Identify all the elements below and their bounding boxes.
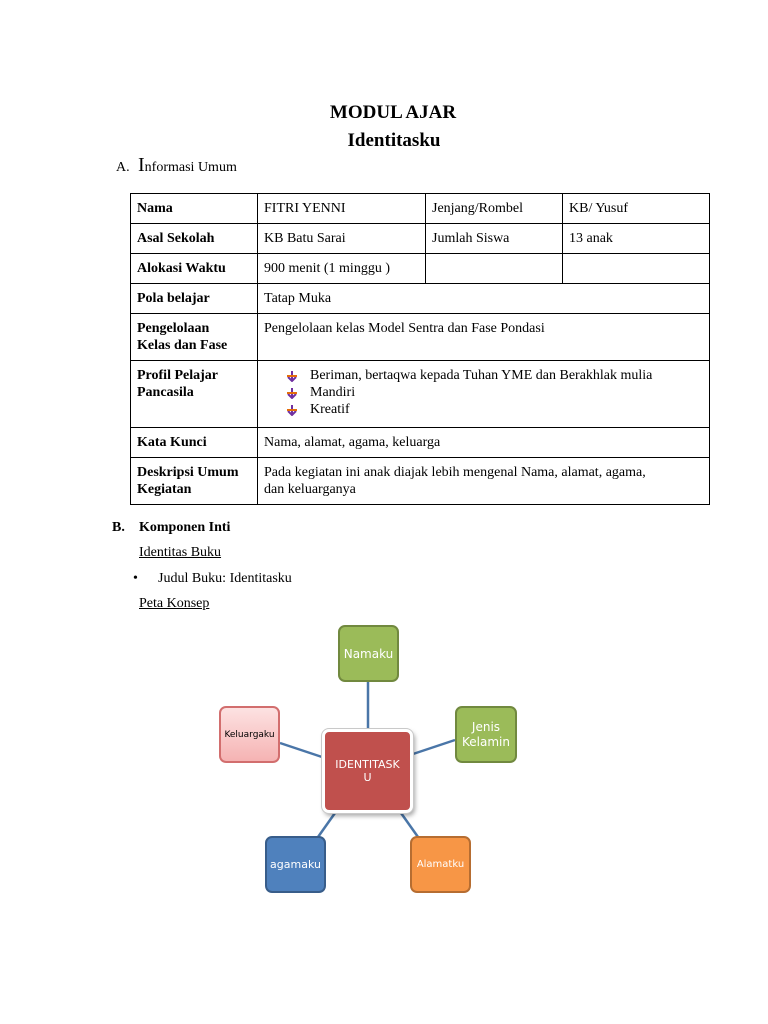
- label-profil-line2: Pancasila: [137, 385, 194, 400]
- connector-line: [318, 813, 335, 837]
- peta-konsep-heading: Peta Konsep: [139, 596, 210, 611]
- section-a-title: nformasi Umum: [144, 160, 237, 175]
- bullet-dot: •: [133, 571, 138, 586]
- label-kata-kunci: Kata Kunci: [131, 428, 258, 458]
- node-center-text: [335, 758, 399, 784]
- node-alamatku: Alamatku: [410, 836, 471, 893]
- value-nama: FITRI YENNI: [258, 194, 426, 224]
- judul-buku-text: Judul Buku: Identitasku: [158, 571, 292, 586]
- value-jenjang: KB/ Yusuf: [563, 194, 710, 224]
- label-pola-belajar: Pola belajar: [131, 284, 258, 314]
- section-a-initial: I: [138, 154, 145, 176]
- node-agamaku: agamaku: [265, 836, 326, 893]
- document-title: MODUL AJAR: [329, 102, 457, 123]
- connector-line: [413, 740, 455, 754]
- section-a-number: A.: [116, 160, 130, 175]
- node-jenis-text: [462, 720, 510, 750]
- label-nama: Nama: [131, 194, 258, 224]
- document-subtitle: Identitasku: [347, 130, 441, 151]
- value-alokasi-waktu: 900 menit (1 minggu ): [258, 254, 426, 284]
- node-namaku: Namaku: [338, 625, 399, 682]
- value-jumlah-siswa: 13 anak: [563, 224, 710, 254]
- node-jenis-line2: Kelamin: [462, 734, 510, 749]
- connector-line: [401, 813, 418, 837]
- node-center-line1: IDENTITASK: [335, 758, 400, 771]
- value-asal-sekolah: KB Batu Sarai: [258, 224, 426, 254]
- label-deskripsi-line1: Deskripsi Umum: [137, 465, 239, 480]
- node-center-line2: U: [363, 771, 372, 784]
- node-jenis-line1: Jenis: [471, 719, 501, 734]
- section-b-number: B.: [112, 520, 125, 535]
- connector-line: [280, 743, 322, 757]
- deskripsi-line2: dan keluarganya: [264, 482, 356, 497]
- profil-item-text: Beriman, bertaqwa kepada Tuhan YME dan Berakhlak mulia: [310, 368, 653, 383]
- value-kata-kunci: Nama, alamat, agama, keluarga: [258, 428, 710, 458]
- label-pengelolaan-line2: Kelas dan Fase: [137, 338, 228, 353]
- profil-item-text: Kreatif: [310, 402, 350, 417]
- label-alokasi-waktu: Alokasi Waktu: [131, 254, 258, 284]
- label-deskripsi-line2: Kegiatan: [137, 482, 192, 497]
- label-asal-sekolah: Asal Sekolah: [131, 224, 258, 254]
- value-pengelolaan: Pengelolaan kelas Model Sentra dan Fase Pondasi: [258, 314, 710, 361]
- identitas-buku-heading: Identitas Buku: [139, 545, 222, 560]
- value-pola-belajar: Tatap Muka: [258, 284, 710, 314]
- deskripsi-line1: Pada kegiatan ini anak diajak lebih mengenal Nama, alamat, agama,: [264, 465, 646, 480]
- node-identitasku-center: [322, 729, 413, 813]
- label-jumlah-siswa: Jumlah Siswa: [426, 224, 563, 254]
- label-jenjang: Jenjang/Rombel: [426, 194, 563, 224]
- node-jenis-kelamin: [455, 706, 517, 763]
- profil-item-text: Mandiri: [310, 385, 356, 400]
- label-pengelolaan-line1: Pengelolaan: [137, 321, 210, 336]
- label-profil-line1: Profil Pelajar: [137, 368, 218, 383]
- node-keluargaku: Keluargaku: [219, 706, 280, 763]
- section-b-title: Komponen Inti: [139, 520, 231, 535]
